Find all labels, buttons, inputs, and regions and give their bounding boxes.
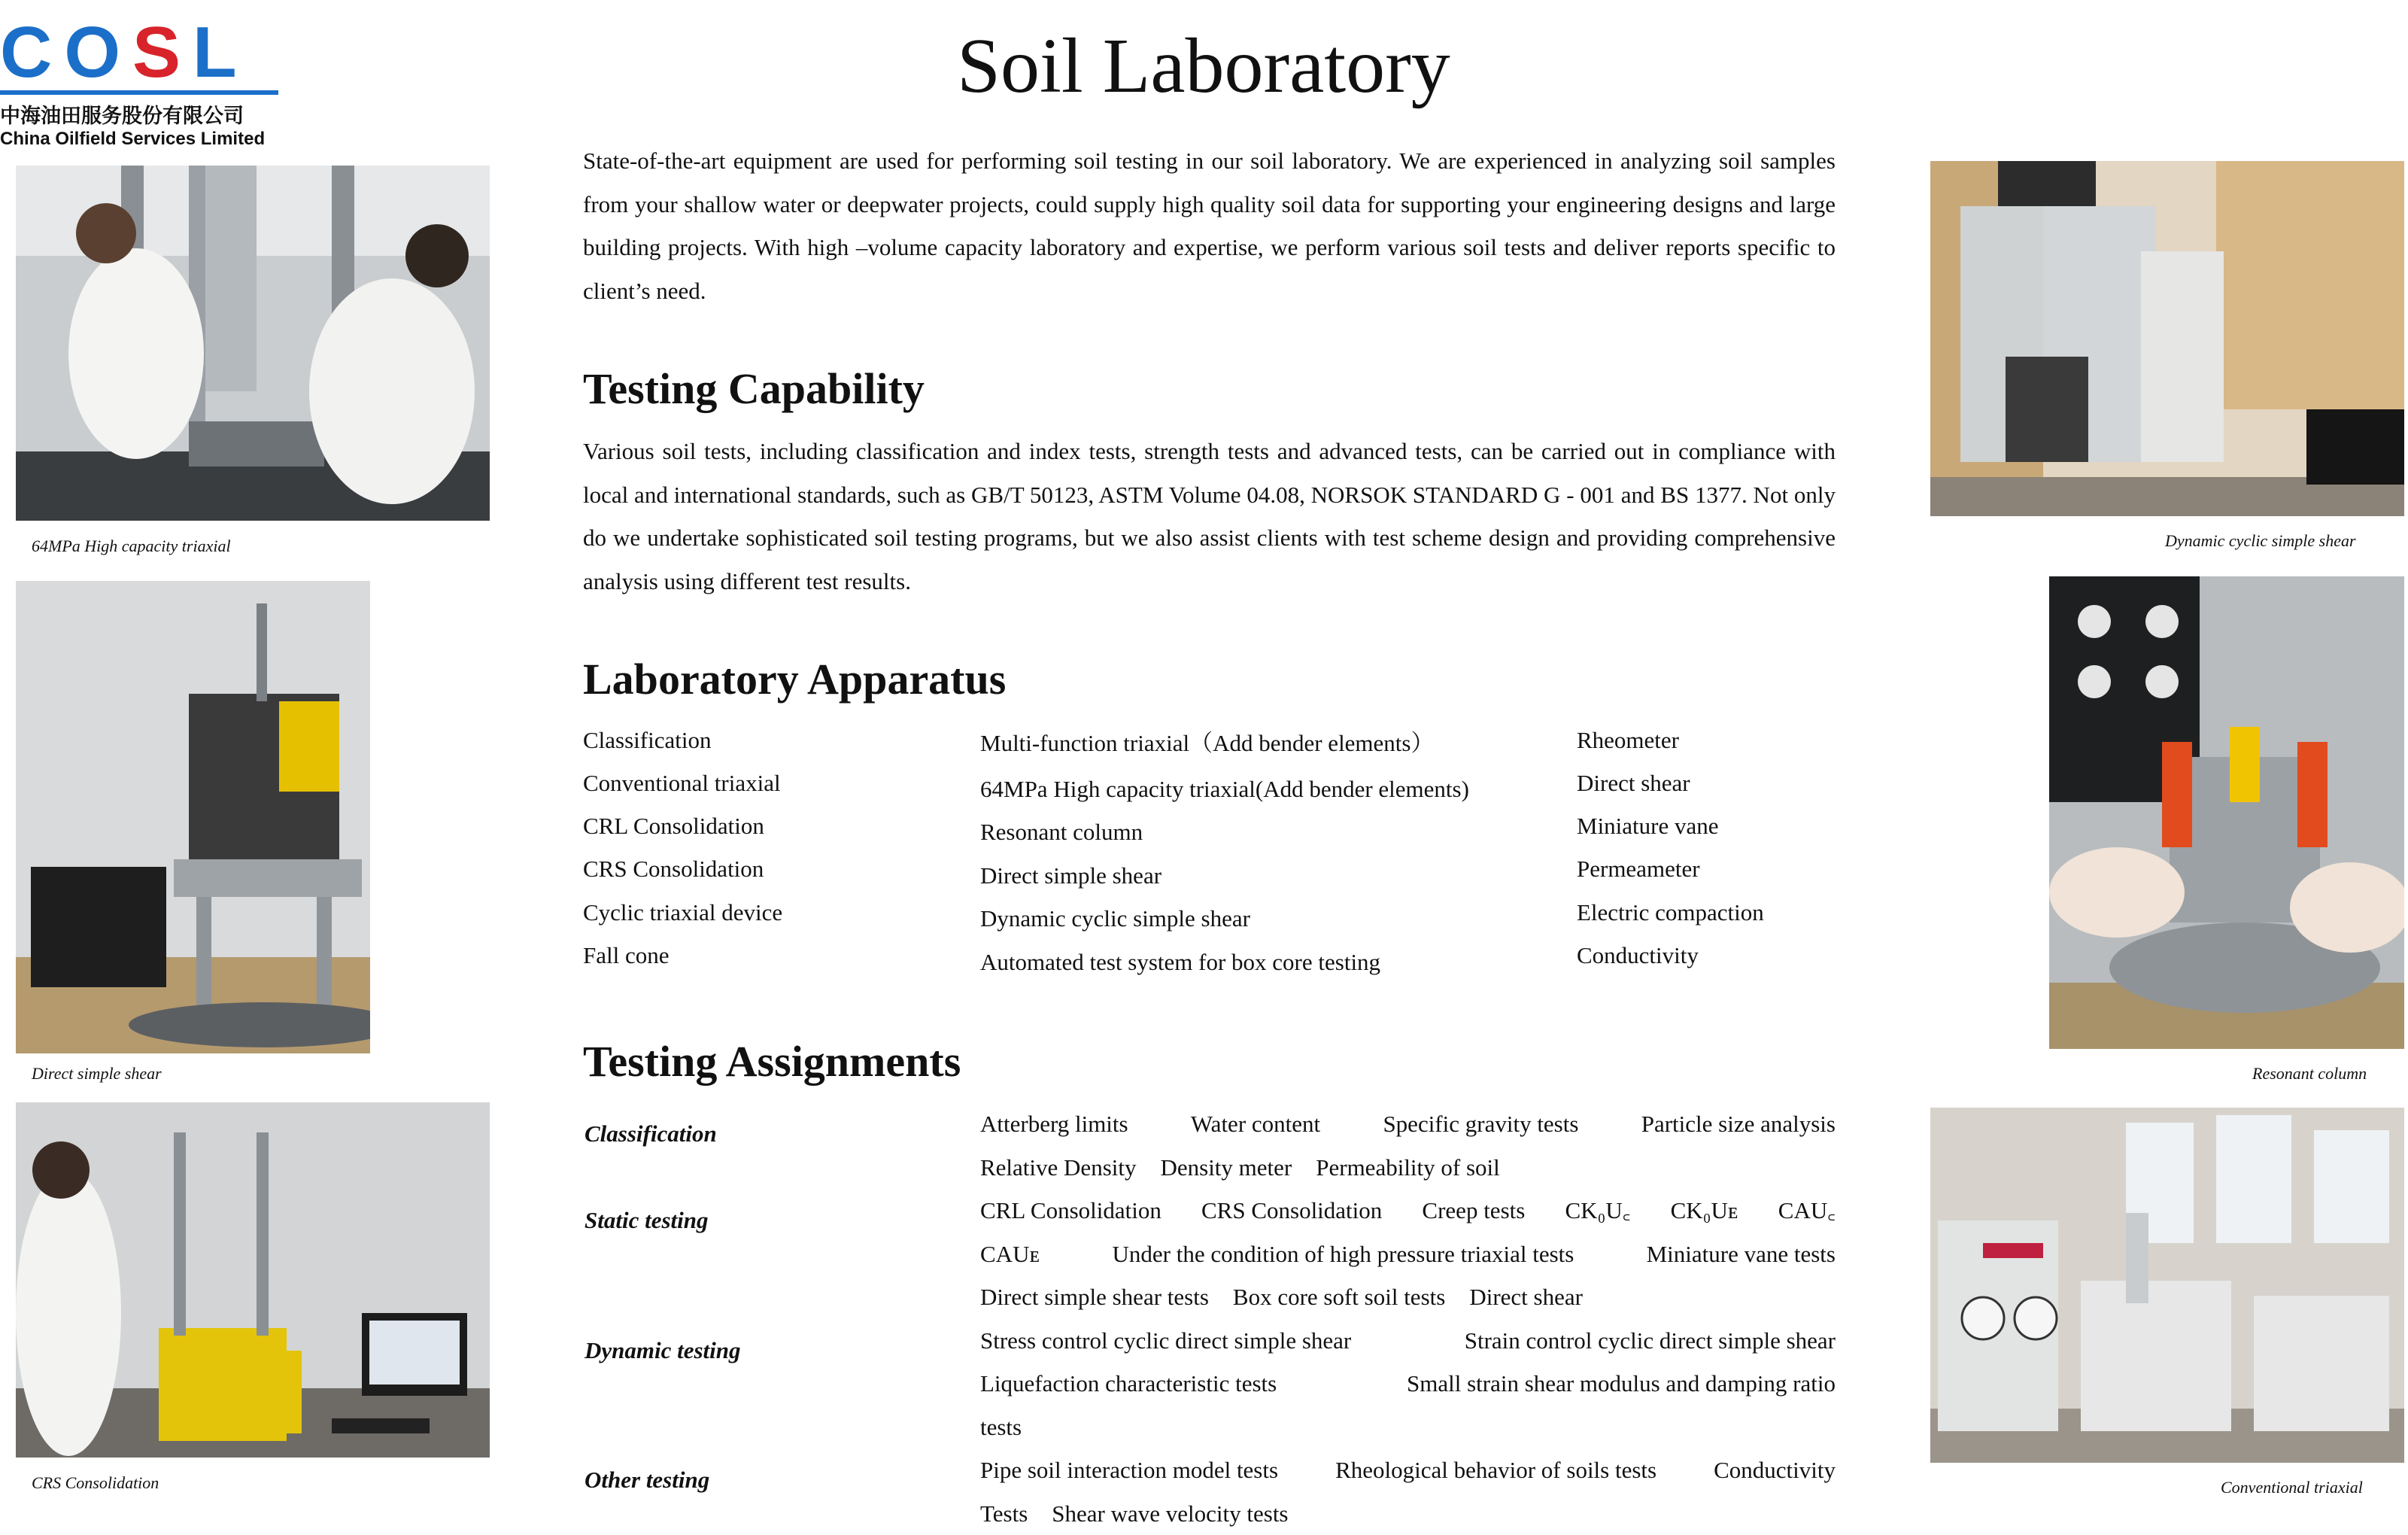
apparatus-item: Conventional triaxial [583,768,781,798]
assignment-item: CRS Consolidation [1201,1189,1382,1233]
assignment-line [980,1362,1836,1406]
assignment-line [980,1406,1836,1449]
assignment-lines [980,1102,1836,1535]
assignment-item: Under the condition of high pressure triaxial tests [1113,1233,1574,1276]
apparatus-item: Cyclic triaxial device [583,898,782,928]
assignment-item: Density meter [1160,1146,1292,1190]
apparatus-item: Classification [583,725,711,755]
assignment-item: Direct shear [1469,1275,1583,1319]
intro-paragraph: State-of-the-art equipment are used for performing soil testing in our soil laboratory. We are experienced in analyzing soil samples from your shallow water or deepwater projects, could supply high quality soil data for supporting your engineering designs and large building projects. With high –volume capacity laboratory and expertise, we perform various soil tests and deliver reports specific to client’s need. [583,139,1836,312]
assignment-item: Particle size analysis [1641,1102,1836,1146]
assignments-heading: Testing Assignments [583,1035,961,1088]
assignment-item: Strain control cyclic direct simple shear [1465,1319,1836,1363]
apparatus-item: Direct simple shear [980,861,1161,891]
photo-conventional-triaxial [1930,1108,2404,1463]
assignment-item: Stress control cyclic direct simple shear [980,1319,1351,1363]
apparatus-item: Rheometer [1577,725,1679,755]
assignment-item: Pipe soil interaction model tests [980,1448,1278,1492]
logo-wordmark [0,17,286,89]
assignment-item: CK₀U꜀ [1565,1189,1630,1233]
apparatus-item: Electric compaction [1577,898,1764,928]
assignment-item: tests [980,1406,1022,1449]
apparatus-item: Automated test system for box core testing [980,947,1380,977]
assignment-item: Permeability of soil [1316,1146,1500,1190]
assignment-label: Static testing [585,1205,709,1236]
photo-caption: Conventional triaxial [2221,1477,2363,1498]
apparatus-item: Fall cone [583,941,670,971]
assignment-line [980,1275,1836,1319]
assignment-item: CAUᴇ [980,1233,1040,1276]
assignment-label: Dynamic testing [585,1336,741,1366]
apparatus-item: Direct shear [1577,768,1690,798]
assignment-line [980,1189,1836,1233]
assignment-line [980,1102,1836,1146]
assignment-item: Tests [980,1492,1028,1535]
apparatus-item: 64MPa High capacity triaxial(Add bender elements) [980,774,1469,804]
assignment-line [980,1492,1836,1535]
assignment-item: CRL Consolidation [980,1189,1161,1233]
assignment-item: Miniature vane tests [1647,1233,1836,1276]
photo-direct-simple-shear [16,581,370,1053]
assignment-item: Rheological behavior of soils tests [1335,1448,1656,1492]
assignment-item: Water content [1191,1102,1320,1146]
apparatus-item: CRS Consolidation [583,854,764,884]
assignment-line [980,1448,1836,1492]
apparatus-item: Dynamic cyclic simple shear [980,904,1250,934]
photo-resonant-column [2049,576,2404,1049]
logo-word-part1: CO [0,12,132,93]
apparatus-item: Miniature vane [1577,811,1719,841]
logo-chinese-name: 中海油田服务股份有限公司 [0,99,286,129]
assignment-item: Small strain shear modulus and damping ratio [1407,1362,1836,1406]
capability-heading: Testing Capability [583,363,925,415]
photo-crs-consolidation [16,1102,490,1457]
capability-paragraph: Various soil tests, including classification and index tests, strength tests and advanced tests, can be carried out in compliance with local and international standards, such as GB/T 50123, ASTM Volume 04.08, NORSOK STANDARD G - 001 and BS 1377. Not only do we undertake sophisticated soil testing programs, but we also assist clients with test scheme design and providing comprehensive analysis using different test results. [583,430,1836,603]
assignment-item: Creep tests [1422,1189,1525,1233]
assignment-line [980,1233,1836,1276]
logo-word-part2: S [132,12,193,93]
photo-dynamic-cyclic-simple-shear [1930,161,2404,516]
assignment-item: Conductivity [1714,1448,1836,1492]
photo-caption: Resonant column [2252,1063,2367,1084]
assignment-item: Direct simple shear tests [980,1275,1209,1319]
assignment-item: Shear wave velocity tests [1052,1492,1288,1535]
assignment-item: Relative Density [980,1146,1136,1190]
assignment-label: Classification [585,1119,717,1149]
company-logo [0,17,286,137]
logo-word-part3: L [193,12,249,93]
logo-english-name: China Oilfield Services Limited [0,129,286,150]
assignment-item: CAU꜀ [1778,1189,1836,1233]
assignment-item: Box core soft soil tests [1233,1275,1445,1319]
assignment-line [980,1146,1836,1190]
apparatus-item: Permeameter [1577,854,1700,884]
apparatus-item: Resonant column [980,817,1143,847]
assignment-item: Liquefaction characteristic tests [980,1362,1277,1406]
assignment-item: CK₀Uᴇ [1671,1189,1738,1233]
page-title: Soil Laboratory [752,21,1655,111]
photo-caption: 64MPa High capacity triaxial [32,536,231,557]
photo-caption: Direct simple shear [32,1063,162,1084]
assignment-item: Specific gravity tests [1383,1102,1578,1146]
photo-high-capacity-triaxial [16,166,490,521]
assignment-item: Atterberg limits [980,1102,1128,1146]
apparatus-item: Multi-function triaxial（Add bender elements） [980,728,1435,758]
apparatus-heading: Laboratory Apparatus [583,653,1006,706]
photo-caption: Dynamic cyclic simple shear [2165,530,2356,552]
apparatus-item: Conductivity [1577,941,1699,971]
photo-caption: CRS Consolidation [32,1473,159,1494]
apparatus-item: CRL Consolidation [583,811,764,841]
assignment-label: Other testing [585,1465,709,1495]
assignment-line [980,1319,1836,1363]
